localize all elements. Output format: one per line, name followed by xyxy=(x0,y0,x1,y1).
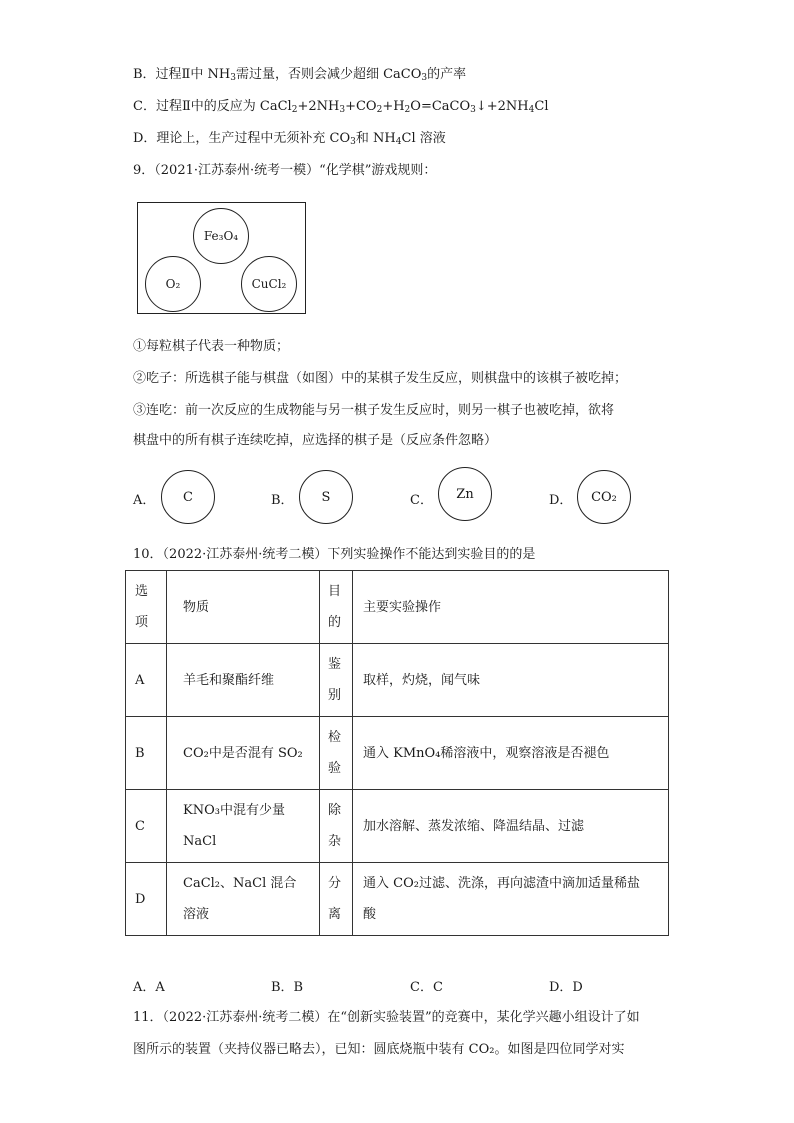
row-substance-2: NaCl xyxy=(183,834,217,849)
q9-stem: 9．（2021·江苏泰州·统考一模）“化学棋”游戏规则： xyxy=(133,163,437,178)
q10-table xyxy=(125,570,669,936)
header-option-2: 项 xyxy=(135,615,149,630)
q8-option-c-text-2: +2NH xyxy=(297,99,340,114)
q8-option-d-text-2: 和 NH xyxy=(355,131,396,146)
header-purpose-1: 目 xyxy=(328,584,342,599)
row-option: D xyxy=(126,863,167,936)
row-purpose-1: 除 xyxy=(328,803,342,818)
row-purpose-1: 鉴 xyxy=(328,657,342,672)
row-purpose xyxy=(320,717,353,790)
q8-option-c: C．过程Ⅱ中的反应为 $CaCl_2+2NH_3+CO_2+H_2O=CaCO_3↓+2NH_4Cl$ xyxy=(133,99,549,115)
q10-stem: 10．（2022·江苏泰州·统考二模）下列实验操作不能达到实验目的的是 xyxy=(133,547,536,562)
chess-board xyxy=(137,202,306,314)
header-substance: 物质 xyxy=(167,571,320,644)
header-option-1: 选 xyxy=(135,584,149,599)
board-piece-o2: O₂ xyxy=(145,256,201,312)
q8-option-d-text-3: Cl 溶液 xyxy=(401,131,446,146)
table-header-row xyxy=(126,571,669,644)
board-piece-cucl2: CuCl₂ xyxy=(241,256,297,312)
q11-line-2: 图所示的装置（夹持仪器已略去），已知：圆底烧瓶中装有 CO₂。如图是四位同学对实 xyxy=(133,1042,625,1057)
q10-answer-c[interactable]: C．C xyxy=(410,980,443,995)
table-row xyxy=(126,644,669,717)
row-substance: 羊毛和聚酯纤维 xyxy=(167,644,320,717)
row-purpose-2: 别 xyxy=(328,688,342,703)
row-operation: 通入 KMnO₄稀溶液中，观察溶液是否褪色 xyxy=(353,717,669,790)
q8-option-d: D．理论上，生产过程中无须补充 $CO_3$和 $NH_4Cl$ 溶液 xyxy=(133,131,446,147)
q9-option-a-label: A． xyxy=(133,493,156,508)
q8-option-c-text-1: C．过程Ⅱ中的反应为 CaCl xyxy=(133,99,292,114)
row-option: A xyxy=(126,644,167,717)
table-row xyxy=(126,863,669,936)
header-purpose xyxy=(320,571,353,644)
q9-option-c-piece: Zn xyxy=(438,467,492,521)
q9-option-b-piece: S xyxy=(299,470,353,524)
q10-answer-d[interactable]: D．D xyxy=(549,980,583,995)
q10-answer-a[interactable]: A．A xyxy=(133,980,165,995)
q8-option-b-text-1: B．过程Ⅱ中 NH xyxy=(133,67,231,82)
row-substance: CO₂中是否混有 SO₂ xyxy=(167,717,320,790)
row-purpose-2: 验 xyxy=(328,761,342,776)
row-substance: CaCl₂、NaCl 混合溶液 xyxy=(167,863,320,936)
q8-option-c-text-7: Cl xyxy=(534,99,549,114)
row-purpose xyxy=(320,790,353,863)
q9-option-d-piece: CO₂ xyxy=(577,470,631,524)
q8-option-d-text-1: D．理论上，生产过程中无须补充 CO xyxy=(133,131,351,146)
header-operation: 主要实验操作 xyxy=(353,571,669,644)
q9-rule-3a: ③连吃：前一次反应的生成物能与另一棋子发生反应时，则另一棋子也被吃掉，欲将 xyxy=(133,403,615,418)
board-piece-fe3o4: Fe₃O₄ xyxy=(193,208,249,264)
table-row xyxy=(126,790,669,863)
row-purpose-2: 杂 xyxy=(328,834,342,849)
q11-line-1: 11．（2022·江苏泰州·统考二模）在“创新实验装置”的竞赛中，某化学兴趣小组设计了如 xyxy=(133,1010,640,1025)
q8-option-b-text-2: 需过量，否则会减少超细 CaCO xyxy=(235,67,422,82)
row-operation xyxy=(353,863,669,936)
q9-rule-1: ①每粒棋子代表一种物质； xyxy=(133,339,290,354)
row-option: B xyxy=(126,717,167,790)
q8-option-b-text-3: 的产率 xyxy=(427,67,467,82)
q9-rule-3b: 棋盘中的所有棋子连续吃掉，应选择的棋子是（反应条件忽略） xyxy=(133,433,498,448)
row-operation: 取样，灼烧，闻气味 xyxy=(353,644,669,717)
q9-option-b-label: B． xyxy=(271,493,294,508)
row-purpose-1: 分 xyxy=(328,876,342,891)
q10-answer-b[interactable]: B．B xyxy=(271,980,304,995)
row-purpose-1: 检 xyxy=(328,730,342,745)
q8-option-c-text-5: O=CaCO xyxy=(410,99,471,114)
row-purpose-2: 离 xyxy=(328,907,342,922)
q8-option-c-text-6: ↓+2NH xyxy=(475,99,529,114)
row-option: C xyxy=(126,790,167,863)
row-purpose xyxy=(320,863,353,936)
q9-rule-2: ②吃子：所选棋子能与棋盘（如图）中的某棋子发生反应，则棋盘中的该棋子被吃掉； xyxy=(133,371,628,386)
q9-option-c-label: C． xyxy=(410,493,433,508)
row-substance-1: KNO₃中混有少量 xyxy=(183,803,285,818)
q8-option-c-text-3: +CO xyxy=(345,99,377,114)
header-purpose-2: 的 xyxy=(328,615,342,630)
table-row xyxy=(126,717,669,790)
row-operation-2: 酸 xyxy=(363,907,377,922)
row-operation-1: 通入 CO₂过滤、洗涤，再向滤渣中滴加适量稀盐 xyxy=(363,876,640,891)
q9-option-a-piece: C xyxy=(161,470,215,524)
q8-option-c-text-4: +H xyxy=(382,99,405,114)
row-purpose xyxy=(320,644,353,717)
row-operation: 加水溶解、蒸发浓缩、降温结晶、过滤 xyxy=(353,790,669,863)
header-option xyxy=(126,571,167,644)
q9-option-d-label: D． xyxy=(549,493,573,508)
row-substance xyxy=(167,790,320,863)
q8-option-b: B．过程Ⅱ中 $NH_3$需过量，否则会减少超细 CaCO$_3$的产率 xyxy=(133,67,467,83)
